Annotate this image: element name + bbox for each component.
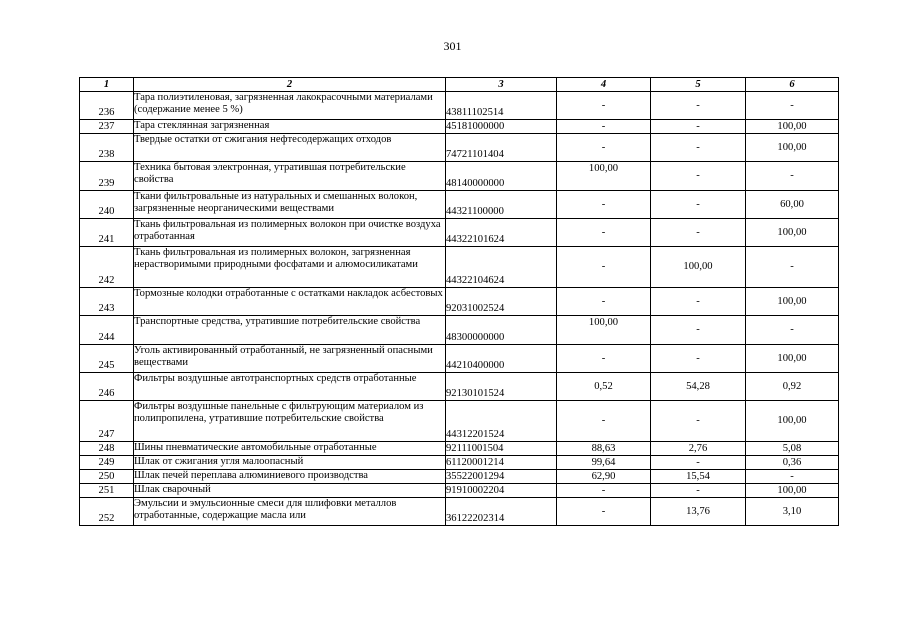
value-col6: - [746,162,839,191]
value-col6: 100,00 [746,401,839,442]
value-col5: - [651,288,746,316]
column-header: 5 [651,78,746,92]
row-number: 242 [80,247,134,288]
waste-code: 43811102514 [446,92,557,120]
row-number: 248 [80,442,134,456]
table-row [80,191,839,219]
table-header-row [80,78,839,92]
waste-code: 74721101404 [446,134,557,162]
table-row [80,456,839,470]
value-col6: - [746,470,839,484]
waste-code: 91910002204 [446,484,557,498]
value-col5: 100,00 [651,247,746,288]
value-col5: - [651,456,746,470]
row-number: 251 [80,484,134,498]
value-col4: - [557,401,651,442]
value-col4: 100,00 [557,162,651,191]
value-col6: 5,08 [746,442,839,456]
waste-code: 48140000000 [446,162,557,191]
row-number: 238 [80,134,134,162]
waste-name: Ткани фильтровальные из натуральных и смешанных волокон, загрязненные неорганическими веществами [134,191,446,219]
waste-name: Уголь активированный отработанный, не загрязненный опасными веществами [134,345,446,373]
row-number: 250 [80,470,134,484]
row-number: 247 [80,401,134,442]
value-col6: - [746,316,839,345]
table-row [80,373,839,401]
value-col4: - [557,345,651,373]
row-number: 239 [80,162,134,191]
value-col4: 0,52 [557,373,651,401]
waste-code: 92031002524 [446,288,557,316]
waste-code: 92111001504 [446,442,557,456]
waste-code: 44210400000 [446,345,557,373]
table-row [80,401,839,442]
row-number: 243 [80,288,134,316]
waste-name: Ткань фильтровальная из полимерных волокон при очистке воздуха отработанная [134,219,446,247]
value-col5: - [651,134,746,162]
value-col4: 99,64 [557,456,651,470]
waste-name: Шлак сварочный [134,484,446,498]
row-number: 236 [80,92,134,120]
waste-code: 44321100000 [446,191,557,219]
value-col4: - [557,120,651,134]
value-col5: - [651,191,746,219]
waste-code: 36122202314 [446,498,557,526]
value-col5: - [651,162,746,191]
value-col6: 100,00 [746,134,839,162]
waste-code: 92130101524 [446,373,557,401]
row-number: 237 [80,120,134,134]
table-row [80,134,839,162]
table-row [80,288,839,316]
page-number: 301 [443,39,462,53]
table-row [80,498,839,526]
waste-code: 61120001214 [446,456,557,470]
waste-name: Тара полиэтиленовая, загрязненная лакокрасочными материалами (содержание менее 5 %) [134,92,446,120]
value-col4: 88,63 [557,442,651,456]
column-header: 1 [80,78,134,92]
value-col5: - [651,120,746,134]
table-row [80,219,839,247]
waste-name: Твердые остатки от сжигания нефтесодержащих отходов [134,134,446,162]
column-header: 2 [134,78,446,92]
waste-name: Тормозные колодки отработанные с остатками накладок асбестовых [134,288,446,316]
waste-code: 35522001294 [446,470,557,484]
column-header: 3 [446,78,557,92]
waste-name: Фильтры воздушные панельные с фильтрующим материалом из полипропилена, утратившие потребительские свойства [134,401,446,442]
value-col4: 100,00 [557,316,651,345]
value-col4: - [557,134,651,162]
value-col6: 60,00 [746,191,839,219]
value-col5: - [651,401,746,442]
value-col6: 0,36 [746,456,839,470]
waste-code: 44322101624 [446,219,557,247]
value-col5: - [651,484,746,498]
row-number: 245 [80,345,134,373]
table-row [80,120,839,134]
value-col5: - [651,345,746,373]
table-row [80,247,839,288]
value-col4: 62,90 [557,470,651,484]
value-col6: 3,10 [746,498,839,526]
value-col4: - [557,247,651,288]
row-number: 240 [80,191,134,219]
value-col4: - [557,191,651,219]
waste-name: Тара стеклянная загрязненная [134,120,446,134]
value-col5: 15,54 [651,470,746,484]
table-row [80,162,839,191]
waste-name: Техника бытовая электронная, утратившая потребительские свойства [134,162,446,191]
waste-name: Транспортные средства, утратившие потребительские свойства [134,316,446,345]
waste-name: Шлак печей переплава алюминиевого производства [134,470,446,484]
waste-table [79,77,839,526]
waste-code: 44322104624 [446,247,557,288]
table-row [80,316,839,345]
value-col4: - [557,484,651,498]
column-header: 6 [746,78,839,92]
waste-name: Фильтры воздушные автотранспортных средств отработанные [134,373,446,401]
value-col5: 13,76 [651,498,746,526]
value-col6: 100,00 [746,120,839,134]
value-col6: - [746,92,839,120]
row-number: 244 [80,316,134,345]
table-row [80,92,839,120]
column-header: 4 [557,78,651,92]
value-col6: 100,00 [746,219,839,247]
waste-name: Ткань фильтровальная из полимерных волокон, загрязненная нерастворимыми природными фосфатами и алюмосиликатами [134,247,446,288]
table-row [80,484,839,498]
waste-code: 45181000000 [446,120,557,134]
value-col5: - [651,219,746,247]
row-number: 252 [80,498,134,526]
value-col4: - [557,498,651,526]
row-number: 249 [80,456,134,470]
value-col4: - [557,288,651,316]
value-col5: - [651,316,746,345]
table-row [80,470,839,484]
value-col6: - [746,247,839,288]
value-col6: 0,92 [746,373,839,401]
table-row [80,345,839,373]
value-col4: - [557,92,651,120]
value-col4: - [557,219,651,247]
value-col6: 100,00 [746,484,839,498]
table-row [80,442,839,456]
waste-name: Эмульсии и эмульсионные смеси для шлифовки металлов отработанные, содержащие масла или [134,498,446,526]
value-col5: - [651,92,746,120]
waste-code: 48300000000 [446,316,557,345]
waste-code: 44312201524 [446,401,557,442]
value-col5: 2,76 [651,442,746,456]
waste-name: Шлак от сжигания угля малоопасный [134,456,446,470]
value-col6: 100,00 [746,345,839,373]
row-number: 241 [80,219,134,247]
value-col6: 100,00 [746,288,839,316]
value-col5: 54,28 [651,373,746,401]
waste-name: Шины пневматические автомобильные отработанные [134,442,446,456]
row-number: 246 [80,373,134,401]
